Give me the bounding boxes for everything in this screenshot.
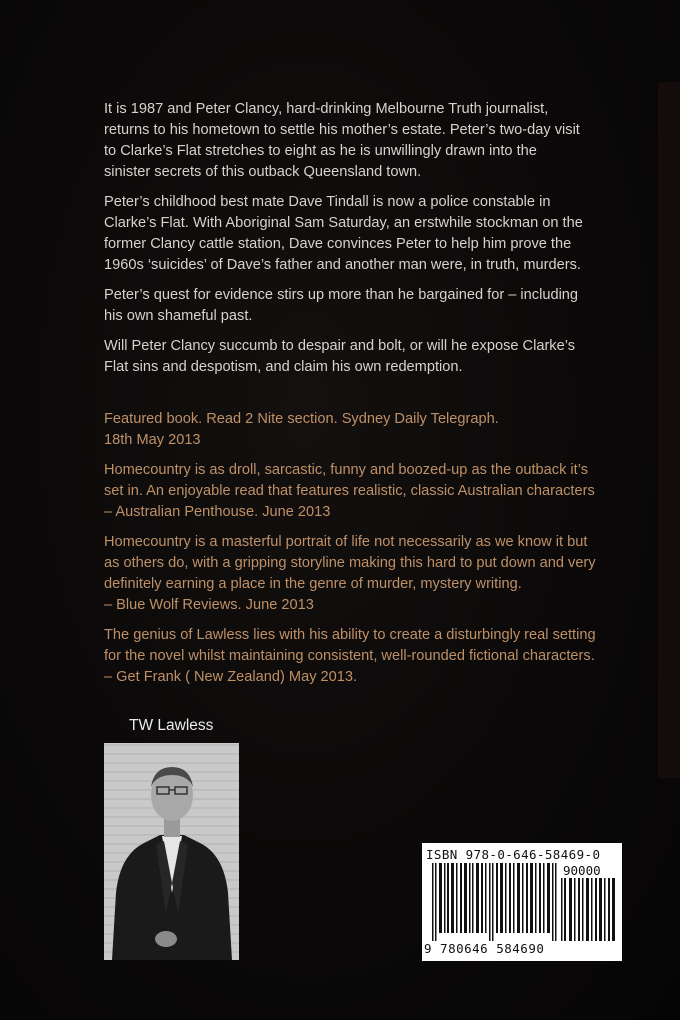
price-code: 90000	[563, 863, 601, 878]
review-source: – Australian Penthouse. June 2013	[104, 504, 331, 520]
author-silhouette	[104, 743, 239, 960]
author-name: TW Lawless	[129, 717, 214, 734]
cover-edge-strip	[658, 82, 680, 778]
review-source: 18th May 2013	[104, 432, 201, 448]
ean-digits: 9 780646 584690	[424, 941, 545, 956]
author-photo	[104, 743, 239, 960]
blurb-paragraph-4: Will Peter Clancy succumb to despair and bolt, or will he expose Clarke’s Flat sins and despotism, and claim his own redemption.	[104, 338, 575, 375]
review-source: – Blue Wolf Reviews. June 2013	[104, 597, 314, 613]
blurb-paragraph-3: Peter’s quest for evidence stirs up more than he bargained for – including his own shameful past.	[104, 287, 579, 324]
isbn-barcode	[422, 843, 622, 961]
blurb-paragraph-1: It is 1987 and Peter Clancy, hard-drinking Melbourne Truth journalist, returns to his hometown to settle his mother’s estate. Peter’s two-day visit to Clarke’s Flat stretches to eight as he is unwillingly drawn into the sinister secrets of this outback Queensland town.	[104, 101, 580, 180]
review-source: – Get Frank ( New Zealand) May 2013.	[104, 669, 358, 685]
book-blurb	[104, 99, 584, 387]
review-quote-3	[104, 532, 604, 616]
review-text: Featured book. Read 2 Nite section. Sydney Daily Telegraph.	[104, 411, 499, 427]
barcode-bars	[432, 863, 558, 941]
price-addon-bars	[561, 878, 617, 941]
review-quote-4	[104, 625, 604, 688]
review-text: The genius of Lawless lies with his ability to create a disturbingly real setting for the novel whilst maintaining consistent, well-rounded fictional characters.	[104, 627, 596, 664]
review-text: Homecountry is as droll, sarcastic, funny and boozed-up as the outback it’s set in. An enjoyable read that features realistic, classic Australian characters	[104, 462, 595, 499]
review-quote-2	[104, 460, 604, 523]
review-quotes	[104, 409, 604, 697]
isbn-label: ISBN 978-0-646-58469-0	[426, 847, 601, 862]
review-quote-1	[104, 409, 604, 451]
review-text: Homecountry is a masterful portrait of life not necessarily as we know it but as others do, with a gripping storyline making this hard to put down and very definitely earning a place in the genre of murder, mystery writing.	[104, 534, 596, 592]
blurb-paragraph-2: Peter’s childhood best mate Dave Tindall is now a police constable in Clarke’s Flat. With Aboriginal Sam Saturday, an erstwhile stockman on the former Clancy cattle station, Dave convinces Peter to help him prove the 1960s ‘suicides’ of Dave’s father and another man were, in truth, murders.	[104, 194, 583, 273]
